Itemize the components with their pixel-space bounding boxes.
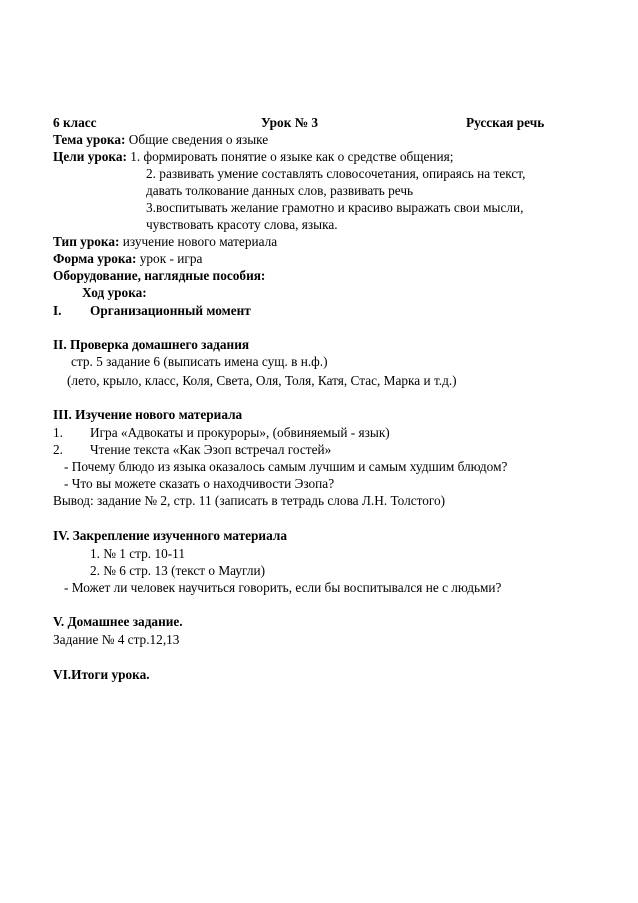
lesson-number: Урок № 3 xyxy=(261,115,319,130)
equipment-label: Оборудование, наглядные пособия: xyxy=(53,268,266,283)
lesson-form-line xyxy=(53,250,202,267)
section3-question: - Почему блюдо из языка оказалось самым лучшим и самым худшим блюдом? xyxy=(64,459,508,474)
topic-value: Общие сведения о языке xyxy=(125,132,269,147)
section4-question: - Может ли человек научиться говорить, если бы воспитывался не с людьми? xyxy=(64,580,502,595)
section3-question: - Что вы можете сказать о находчивости Эзопа? xyxy=(64,476,335,491)
goal-item: 2. развивать умение составлять словосочетания, опираясь на текст, xyxy=(146,166,526,181)
section4-item: 1. № 1 стр. 10-11 xyxy=(90,546,185,561)
section5-text: Задание № 4 стр.12,13 xyxy=(53,632,180,647)
goal-item: 1. формировать понятие о языке как о средстве общения; xyxy=(126,149,454,164)
topic-label: Тема урока: xyxy=(53,132,126,147)
grade-label: 6 класс xyxy=(53,115,97,130)
lesson-form-value: урок - игра xyxy=(136,251,203,266)
goal-item: давать толкование данных слов, развивать речь xyxy=(146,183,414,198)
section4-title: IV. Закрепление изученного материала xyxy=(53,528,287,543)
section3-title: III. Изучение нового материала xyxy=(53,407,243,422)
lesson-type-value: изучение нового материала xyxy=(119,234,278,249)
goals-label: Цели урока: xyxy=(53,149,127,164)
lesson-form-label: Форма урока: xyxy=(53,251,137,266)
section1-numeral: I. xyxy=(53,303,62,318)
lesson-type-label: Тип урока: xyxy=(53,234,120,249)
section3-item-number: 2. xyxy=(53,442,63,457)
topic-line xyxy=(53,131,268,148)
section2-line: (лето, крыло, класс, Коля, Света, Оля, Толя, Катя, Стас, Марка и т.д.) xyxy=(67,373,457,388)
section4-item: 2. № 6 стр. 13 (текст о Маугли) xyxy=(90,563,266,578)
section3-item-number: 1. xyxy=(53,425,63,440)
course-title: Ход урока: xyxy=(82,285,147,300)
section3-item-text: Чтение текста «Как Эзоп встречал гостей» xyxy=(90,442,332,457)
subject-label: Русская речь xyxy=(466,115,545,130)
section2-line: стр. 5 задание 6 (выписать имена сущ. в н.ф.) xyxy=(71,354,328,369)
section6-title: VI.Итоги урока. xyxy=(53,667,150,682)
section1-title: Организационный момент xyxy=(90,303,251,318)
section3-item-text: Игра «Адвокаты и прокуроры», (обвиняемый - язык) xyxy=(90,425,390,440)
goals-line xyxy=(53,148,453,165)
section2-title: II. Проверка домашнего задания xyxy=(53,337,250,352)
goal-item: 3.воспитывать желание грамотно и красиво выражать свои мысли, xyxy=(146,200,524,215)
section5-title: V. Домашнее задание. xyxy=(53,614,183,629)
lesson-type-line xyxy=(53,233,277,250)
goal-item: чувствовать красоту слова, языка. xyxy=(146,217,338,232)
section3-conclusion: Вывод: задание № 2, стр. 11 (записать в тетрадь слова Л.Н. Толстого) xyxy=(53,493,446,508)
